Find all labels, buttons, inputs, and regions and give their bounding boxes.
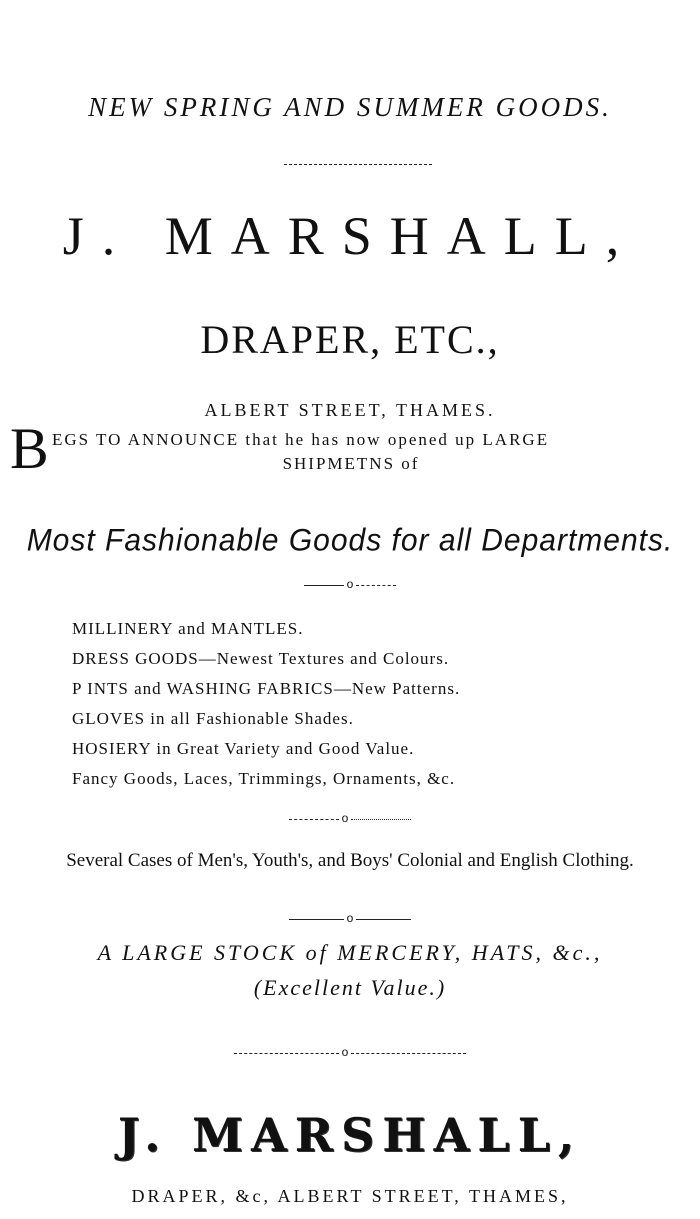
top-heading: NEW SPRING AND SUMMER GOODS. xyxy=(88,92,612,122)
announcement-dropcap: B xyxy=(10,416,49,481)
stock-line: A LARGE STOCK of MERCERY, HATS, &c., xyxy=(97,940,603,965)
divider-mark: o xyxy=(344,911,357,925)
announcement-line-2: SHIPMETNS of xyxy=(282,454,420,473)
divider-ornament-2 xyxy=(0,812,700,824)
proprietor-name: J. MARSHALL, xyxy=(62,206,638,266)
fashion-headline: Most Fashionable Goods for all Departments. xyxy=(26,523,674,558)
divider-rule-top xyxy=(284,164,432,165)
goods-list-item: Fancy Goods, Laces, Trimmings, Ornaments, &c. xyxy=(72,769,456,788)
goods-list-item: DRESS GOODS—Newest Textures and Colours. xyxy=(72,649,450,668)
divider-ornament-4 xyxy=(0,1046,700,1058)
goods-list-item: MILLINERY and MANTLES. xyxy=(72,619,304,638)
divider-mark: o xyxy=(339,1045,352,1059)
footer-address: DRAPER, &c, ALBERT STREET, THAMES, xyxy=(131,1186,569,1206)
goods-list-item: P INTS and WASHING FABRICS—New Patterns. xyxy=(72,679,461,698)
value-line: (Excellent Value.) xyxy=(253,975,447,1000)
divider-ornament-3 xyxy=(0,912,700,924)
clothing-notice: Several Cases of Men's, Youth's, and Boys' Colonial and English Clothing. xyxy=(66,850,634,871)
goods-list-item: GLOVES in all Fashionable Shades. xyxy=(72,709,354,728)
trade-title: DRAPER, ETC., xyxy=(200,317,500,362)
goods-list xyxy=(72,614,460,794)
divider-mark: o xyxy=(339,811,352,825)
address-line: ALBERT STREET, THAMES. xyxy=(204,400,496,420)
footer-name: J. MARSHALL, xyxy=(117,1108,583,1162)
announcement-line-1: EGS TO ANNOUNCE that he has now opened up LARGE xyxy=(52,430,550,449)
divider-ornament-1 xyxy=(0,578,700,590)
divider-mark: o xyxy=(344,577,357,591)
goods-list-item: HOSIERY in Great Variety and Good Value. xyxy=(72,739,415,758)
